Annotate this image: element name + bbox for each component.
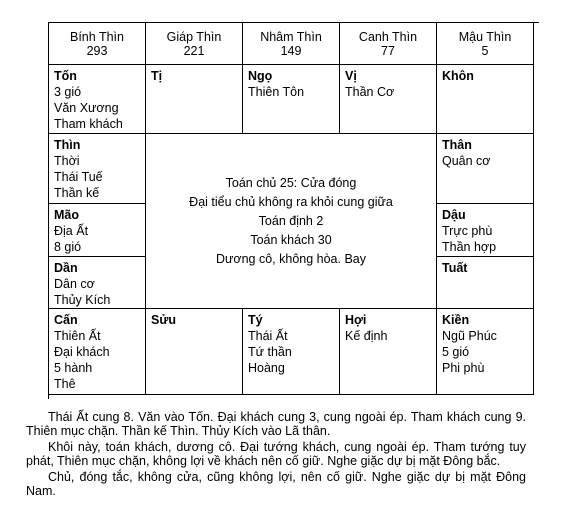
palace-ti — [146, 65, 243, 134]
palace-line: Tứ thần — [248, 345, 292, 359]
palace-suu — [146, 309, 243, 395]
header-cell-giap-thin — [146, 23, 243, 65]
palace-line: Thê — [54, 377, 76, 391]
palace-name: Thân — [442, 138, 472, 152]
palace-name: Tý — [248, 313, 263, 327]
palace-name: Vị — [345, 69, 357, 83]
palace-name: Sửu — [151, 313, 177, 327]
palace-line: Tham khách — [54, 117, 123, 131]
palace-line: Thần Cơ — [345, 85, 395, 99]
header-cell-binh-thin — [49, 23, 146, 65]
palace-kien — [437, 309, 534, 395]
palace-can — [49, 309, 146, 395]
center-summary — [146, 134, 437, 309]
palace-ngo — [243, 65, 340, 134]
palace-than — [437, 134, 534, 204]
palace-line: Quân cơ — [442, 154, 491, 168]
header-cell-mau-thin — [437, 23, 534, 65]
header-name: Giáp Thìn — [166, 30, 222, 44]
center-line: Toán chủ 25: Cửa đóng — [225, 175, 357, 190]
header-cell-canh-thin — [340, 23, 437, 65]
note-paragraph: Thái Ất cung 8. Văn vào Tốn. Đại khách cung 3, cung ngoài ép. Tham khách cung 9. Thiên mục chặn. Thần kế Thìn. Thủy Kích vào Lã thân. — [26, 410, 526, 438]
palace-line: Kế định — [345, 329, 388, 343]
center-line: Toán định 2 — [258, 213, 324, 228]
center-line: Đại tiểu chủ không ra khỏi cung giữa — [189, 194, 393, 209]
palace-line: 3 gió — [54, 85, 82, 99]
header-name: Bính Thìn — [70, 30, 124, 44]
palace-name: Tị — [151, 69, 163, 83]
palace-line: Thiên Tôn — [248, 85, 305, 99]
header-value: 77 — [381, 44, 395, 58]
palace-khon — [437, 65, 534, 134]
palace-line: Thiên Ất — [54, 329, 101, 343]
palace-name: Hợi — [345, 313, 367, 327]
header-cell-nham-thin — [243, 23, 340, 65]
palace-name: Khôn — [442, 69, 474, 83]
palace-line: 5 hành — [54, 361, 93, 375]
palace-line: Thủy Kích — [54, 293, 111, 307]
palace-line: Văn Xương — [54, 101, 119, 115]
header-value: 293 — [86, 44, 108, 58]
palace-mao — [49, 204, 146, 257]
palace-name: Thìn — [54, 138, 81, 152]
palace-vi — [340, 65, 437, 134]
palace-name: Dậu — [442, 208, 466, 222]
palace-line: Địa Ất — [54, 224, 89, 238]
palace-line: Thần hợp — [442, 240, 497, 254]
palace-line: Thái Tuế — [54, 170, 103, 184]
palace-dau — [437, 204, 534, 257]
palace-line: Hoàng — [248, 361, 285, 375]
palace-hoi — [340, 309, 437, 395]
palace-line: Dân cơ — [54, 277, 95, 291]
palace-line: 8 gió — [54, 240, 82, 254]
palace-line: Trực phù — [442, 224, 493, 238]
palace-line: Đại khách — [54, 345, 110, 359]
palace-line: Thần kế — [54, 186, 100, 200]
note-paragraph: Chủ, đóng tắc, không cửa, cũng không lợi, nên cố giữ. Nghe giặc dự bị mặt Đông Nam. — [26, 470, 526, 498]
center-line: Toán khách 30 — [250, 232, 332, 247]
palace-line: Thái Ất — [248, 329, 288, 343]
palace-line: 5 gió — [442, 345, 470, 359]
palace-tuat — [437, 257, 534, 309]
palace-line: Ngũ Phúc — [442, 329, 497, 343]
palace-line: Phi phù — [442, 361, 485, 375]
palace-dan — [49, 257, 146, 309]
header-value: 221 — [183, 44, 205, 58]
palace-thin — [49, 134, 146, 204]
palace-ton — [49, 65, 146, 134]
palace-line: Thời — [54, 154, 80, 168]
palace-grid — [48, 22, 539, 399]
palace-name: Ngọ — [248, 69, 273, 83]
palace-name: Dần — [54, 261, 78, 275]
header-name: Nhâm Thìn — [260, 30, 322, 44]
palace-name: Mão — [54, 208, 79, 222]
center-line: Dương cô, không hòa. Bay — [216, 251, 366, 266]
palace-ty — [243, 309, 340, 395]
palace-name: Kiền — [442, 313, 470, 327]
palace-name: Cấn — [54, 313, 78, 327]
note-paragraph: Khôi này, toán khách, dương cô. Đại tướng khách, cung ngoài ép. Tham tướng tuy phát, Thiên mục chặn, không lợi về khách nên cố giữ. Nghe giặc dự bị mặt Đông bắc. — [26, 440, 526, 468]
header-name: Mậu Thìn — [458, 30, 512, 44]
palace-name: Tốn — [54, 69, 77, 83]
header-value: 5 — [481, 44, 489, 58]
header-value: 149 — [280, 44, 302, 58]
notes-section — [26, 410, 526, 500]
palace-name: Tuất — [442, 261, 468, 275]
header-name: Canh Thìn — [358, 30, 418, 44]
